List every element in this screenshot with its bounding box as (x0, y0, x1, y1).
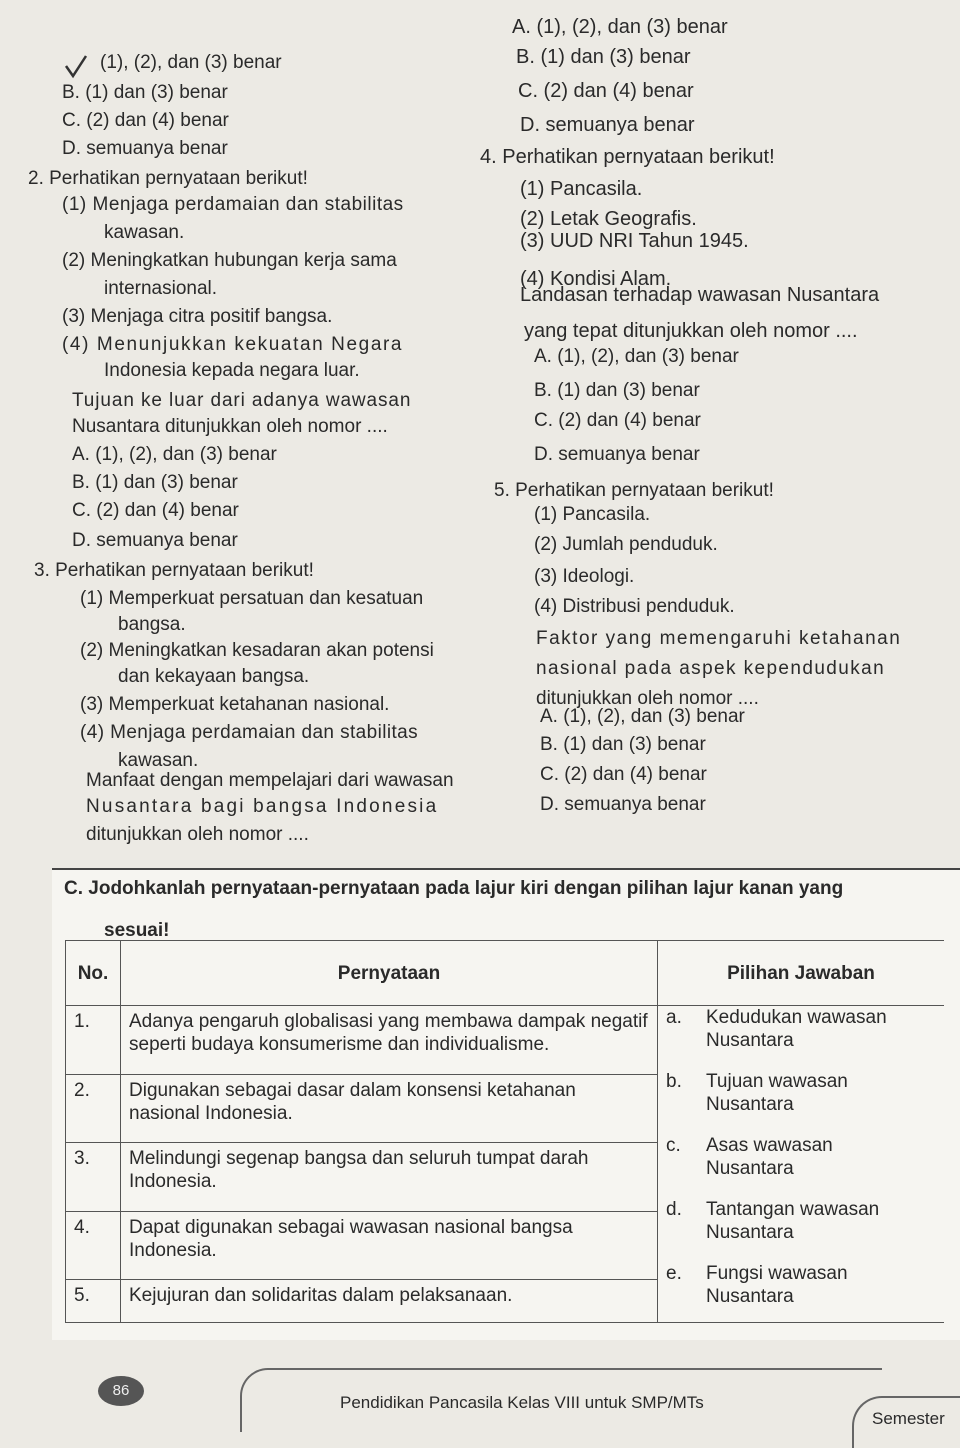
semester-label: Semester (872, 1409, 945, 1428)
q4-item-1: (1) Pancasila. (520, 178, 643, 200)
q5-option-a: A. (1), (2), dan (3) benar (540, 706, 745, 727)
row-statement: Melindungi segenap bangsa dan seluruh tumpat darah Indonesia. (121, 1143, 658, 1212)
q2-stem-2: Nusantara ditunjukkan oleh nomor .... (72, 416, 388, 437)
q2-option-c: C. (2) dan (4) benar (72, 500, 239, 521)
q4-option-a: A. (1), (2), dan (3) benar (534, 346, 739, 367)
q1-option-a: (1), (2), dan (3) benar (100, 52, 282, 73)
q2-item-2: (2) Meningkatkan hubungan kerja sama (62, 250, 397, 271)
row-no: 5. (66, 1280, 121, 1323)
q3-stem-3: ditunjukkan oleh nomor .... (86, 824, 309, 845)
q5-stem-1: Faktor yang memengaruhi ketahanan (536, 628, 902, 649)
q5-item-4: (4) Distribusi penduduk. (534, 596, 735, 617)
prev-option-b: B. (1) dan (3) benar (516, 46, 691, 68)
q2-option-a: A. (1), (2), dan (3) benar (72, 444, 277, 465)
q4-item-4: (4) Kondisi Alam. (520, 268, 672, 290)
q3-title: 3. Perhatikan pernyataan berikut! (34, 560, 314, 581)
checkmark-icon (64, 54, 88, 80)
q1-option-c: C. (2) dan (4) benar (62, 110, 229, 131)
row-no: 2. (66, 1074, 121, 1143)
row-statement: Dapat digunakan sebagai wawasan nasional bangsa Indonesia. (121, 1211, 658, 1280)
choice-item: c. Asas wawasan Nusantara (666, 1135, 833, 1179)
page-number: 86 (98, 1376, 144, 1406)
q2-title: 2. Perhatikan pernyataan berikut! (28, 168, 308, 189)
q5-option-b: B. (1) dan (3) benar (540, 734, 706, 755)
row-no: 3. (66, 1143, 121, 1212)
q4-option-c: C. (2) dan (4) benar (534, 410, 701, 431)
q5-stem-2: nasional pada aspek kependudukan (536, 658, 886, 679)
q3-item-4-cont: kawasan. (118, 750, 199, 771)
section-c-instruction-cont: sesuai! (104, 920, 170, 941)
q3-item-2: (2) Meningkatkan kesadaran akan potensi (80, 640, 434, 661)
q2-item-1-cont: kawasan. (104, 222, 185, 243)
q3-item-1-cont: bangsa. (118, 614, 186, 635)
q2-item-2-cont: internasional. (104, 278, 218, 299)
q2-option-d: D. semuanya benar (72, 530, 238, 551)
q4-option-d: D. semuanya benar (534, 444, 700, 465)
q1-option-b: B. (1) dan (3) benar (62, 82, 228, 103)
q2-item-4: (4) Menunjukkan kekuatan Negara (62, 334, 404, 355)
row-no: 4. (66, 1211, 121, 1280)
row-statement: Kejujuran dan solidaritas dalam pelaksanaan. (121, 1280, 658, 1323)
q4-title: 4. Perhatikan pernyataan berikut! (480, 146, 775, 168)
header-pilihan: Pilihan Jawaban (658, 941, 945, 1006)
choice-item: d. Tantangan wawasan Nusantara (666, 1199, 880, 1243)
q2-item-1: (1) Menjaga perdamaian dan stabilitas (62, 194, 404, 215)
q5-item-3: (3) Ideologi. (534, 566, 635, 587)
choice-item: e. Fungsi wawasan Nusantara (666, 1263, 848, 1307)
q5-item-2: (2) Jumlah penduduk. (534, 534, 718, 555)
q4-stem-2: yang tepat ditunjukkan oleh nomor .... (524, 320, 858, 342)
q3-item-2-cont: dan kekayaan bangsa. (118, 666, 310, 687)
choice-item: b. Tujuan wawasan Nusantara (666, 1071, 848, 1115)
q5-item-1: (1) Pancasila. (534, 504, 651, 525)
q2-option-b: B. (1) dan (3) benar (72, 472, 238, 493)
q4-stem-1: Landasan terhadap wawasan Nusantara (520, 284, 880, 306)
row-statement: Adanya pengaruh globalisasi yang membawa dampak negatif seperti budaya konsumerisme dan individualisme. (121, 1006, 658, 1075)
prev-option-c: C. (2) dan (4) benar (518, 80, 694, 102)
choices-cell (658, 1006, 945, 1323)
q3-item-4: (4) Menjaga perdamaian dan stabilitas (80, 722, 418, 743)
section-c-instruction: C. Jodohkanlah pernyataan-pernyataan pada lajur kiri dengan pilihan lajur kanan yang (64, 878, 844, 899)
q2-item-4-cont: Indonesia kepada negara luar. (104, 360, 360, 381)
q4-option-b: B. (1) dan (3) benar (534, 380, 700, 401)
q5-option-d: D. semuanya benar (540, 794, 706, 815)
q5-stem-3: ditunjukkan oleh nomor .... (536, 688, 759, 709)
header-no: No. (66, 941, 121, 1006)
q3-stem-1: Manfaat dengan mempelajari dari wawasan (86, 770, 454, 791)
header-pernyataan: Pernyataan (121, 941, 658, 1006)
q3-stem-2: Nusantara bagi bangsa Indonesia (86, 796, 439, 817)
prev-option-a: A. (1), (2), dan (3) benar (512, 16, 728, 38)
q4-item-3: (3) UUD NRI Tahun 1945. (520, 230, 749, 252)
q1-option-d: D. semuanya benar (62, 138, 228, 159)
row-statement: Digunakan sebagai dasar dalam konsensi ketahanan nasional Indonesia. (121, 1074, 658, 1143)
q2-stem-1: Tujuan ke luar dari adanya wawasan (72, 390, 412, 411)
book-title: Pendidikan Pancasila Kelas VIII untuk SMP/MTs (340, 1393, 704, 1412)
q5-title: 5. Perhatikan pernyataan berikut! (494, 480, 774, 501)
q2-item-3: (3) Menjaga citra positif bangsa. (62, 306, 333, 327)
choice-item: a. Kedudukan wawasan Nusantara (666, 1007, 887, 1051)
q4-item-2: (2) Letak Geografis. (520, 208, 697, 230)
prev-option-d: D. semuanya benar (520, 114, 695, 136)
q3-item-1: (1) Memperkuat persatuan dan kesatuan (80, 588, 424, 609)
row-no: 1. (66, 1006, 121, 1075)
q3-item-3: (3) Memperkuat ketahanan nasional. (80, 694, 390, 715)
matching-table (65, 940, 944, 1323)
q5-option-c: C. (2) dan (4) benar (540, 764, 707, 785)
